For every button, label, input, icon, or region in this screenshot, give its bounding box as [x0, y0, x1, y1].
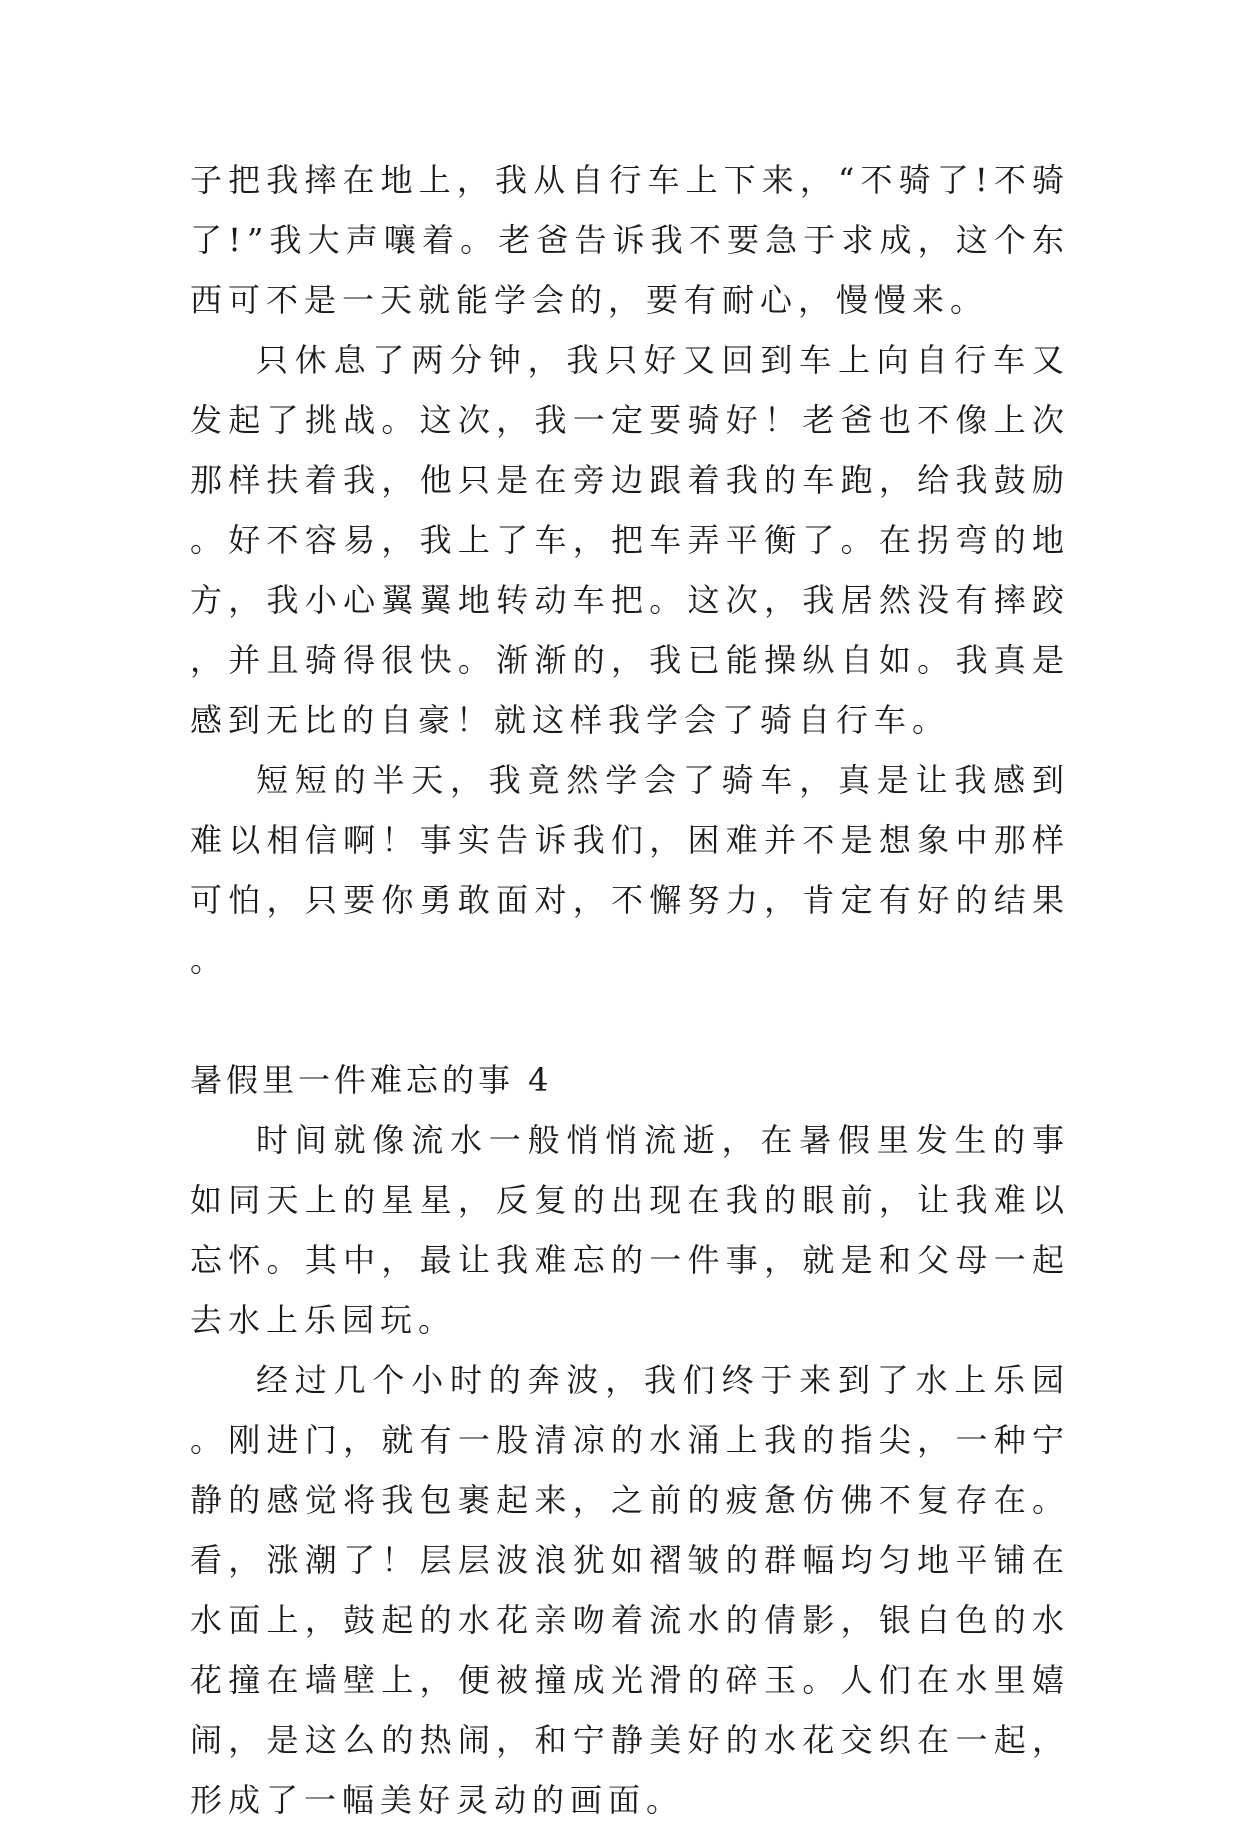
paragraph: 经过几个小时的奔波，我们终于来到了水上乐园。刚进门，就有一股清凉的水涌上我的指尖，一种宁静的感觉将我包裹起来，之前的疲惫仿佛不复存在。看，涨潮了！层层波浪犹如褶皱的群幅均匀地平铺在水面上，鼓起的水花亲吻着流水的倩影，银白色的水花撞在墙壁上，便被撞成光滑的碎玉。人们在水里嬉闹，是这么的热闹，和宁静美好的水花交织在一起，形成了一幅美好灵动的画面。	[190, 1361, 1070, 1819]
paragraph-continued: 子把我摔在地上，我从自行车上下来，“不骑了!不骑了!”我大声嚷着。老爸告诉我不要急于求成，这个东西可不是一天就能学会的，要有耐心，慢慢来。	[190, 161, 1070, 319]
section-heading: 暑假里一件难忘的事 4	[190, 1061, 553, 1099]
paragraph: 只休息了两分钟，我只好又回到车上向自行车又发起了挑战。这次，我一定要骑好！老爸也不像上次那样扶着我，他只是在旁边跟着我的车跑，给我鼓励。好不容易，我上了车，把车弄平衡了。在拐弯的地方，我小心翼翼地转动车把。这次，我居然没有摔跤，并且骑得很快。渐渐的，我已能操纵自如。我真是感到无比的自豪！就这样我学会了骑自行车。	[190, 341, 1070, 739]
paragraph: 短短的半天，我竟然学会了骑车，真是让我感到难以相信啊！事实告诉我们，困难并不是想象中那样可怕，只要你勇敢面对，不懈努力，肯定有好的结果。	[190, 761, 1070, 979]
document-body	[190, 150, 1070, 1830]
paragraph: 时间就像流水一般悄悄流逝，在暑假里发生的事如同天上的星星，反复的出现在我的眼前，让我难以忘怀。其中，最让我难忘的一件事，就是和父母一起去水上乐园玩。	[190, 1121, 1070, 1339]
